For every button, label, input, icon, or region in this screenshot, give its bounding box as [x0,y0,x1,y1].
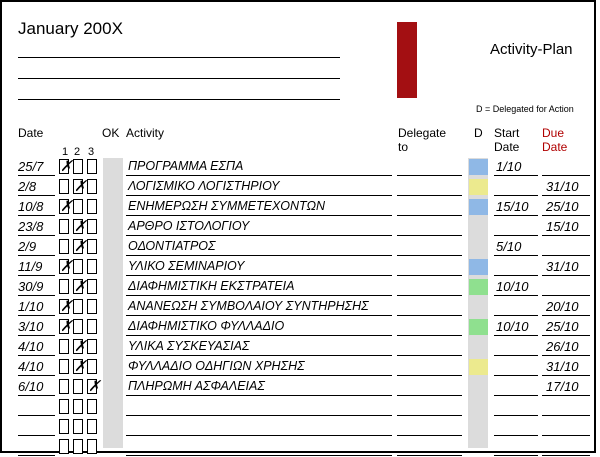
checkbox-1[interactable] [59,379,69,394]
checkbox-3[interactable] [87,279,97,294]
row-line [542,195,590,196]
row-line [18,255,55,256]
row-line [494,335,538,336]
row-line [126,375,392,376]
row-line [18,175,55,176]
row-line [542,295,590,296]
row-line [126,255,392,256]
row-due-date: 31/10 [546,179,579,194]
row-due-date: 20/10 [546,299,579,314]
red-accent-bar [397,22,417,98]
checkbox-2-mark: ✗ [74,278,87,295]
row-date: 2/8 [18,179,37,194]
delegated-marker [469,259,488,275]
row-line [542,395,590,396]
row-due-date: 26/10 [546,339,579,354]
row-line [397,275,462,276]
row-line [126,315,392,316]
checkbox-2[interactable] [73,439,83,454]
row-due-date: 31/10 [546,259,579,274]
delegated-marker [469,359,488,375]
row-line [542,275,590,276]
row-activity: ΕΝΗΜΕΡΩΣΗ ΣΥΜΜΕΤΕΧΟΝΤΩΝ [128,199,325,213]
row-date: 6/10 [18,379,44,394]
row-date: 10/8 [18,199,44,214]
checkbox-2-mark: ✗ [74,358,87,375]
row-line [18,315,55,316]
checkbox-1[interactable] [59,279,69,294]
row-activity: ΔΙΑΦΗΜΙΣΤΙΚΗ ΕΚΣΤΡΑΤΕΙΑ [128,279,295,293]
row-line [18,415,55,416]
row-start-date: 10/10 [496,279,529,294]
row-line [542,455,590,456]
row-due-date: 15/10 [546,219,579,234]
row-date: 25/7 [18,159,44,174]
checkbox-1[interactable] [59,179,69,194]
row-line [542,255,590,256]
row-line [397,295,462,296]
row-line [494,295,538,296]
row-line [494,455,538,456]
checkbox-3[interactable] [87,359,97,374]
row-line [494,395,538,396]
checkbox-2[interactable] [73,259,83,274]
checkbox-3[interactable] [87,239,97,254]
row-line [18,375,55,376]
row-line [397,375,462,376]
row-line [542,315,590,316]
row-line [494,415,538,416]
row-line [542,355,590,356]
row-activity: ΦΥΛΛΑΔΙΟ ΟΔΗΓΙΩΝ ΧΡΗΣΗΣ [128,359,305,373]
row-line [126,175,392,176]
checkbox-2[interactable] [73,399,83,414]
row-line [397,235,462,236]
row-line [397,315,462,316]
row-date: 23/8 [18,219,44,234]
row-line [126,435,392,436]
delegated-marker [469,179,488,195]
row-start-date: 10/10 [496,319,529,334]
row-due-date: 31/10 [546,359,579,374]
checkbox-3[interactable] [87,219,97,234]
checkbox-3[interactable] [87,259,97,274]
checkbox-1[interactable] [59,399,69,414]
row-date: 2/9 [18,239,37,254]
checkbox-2[interactable] [73,199,83,214]
row-due-date: 25/10 [546,199,579,214]
row-line [126,455,392,456]
legend-text: D = Delegated for Action [476,104,574,114]
row-line [18,395,55,396]
row-line [397,335,462,336]
row-line [18,275,55,276]
row-line [542,235,590,236]
row-due-date: 25/10 [546,319,579,334]
checkbox-2[interactable] [73,159,83,174]
col-delegate: Delegate to [398,126,447,154]
delegated-marker [469,159,488,175]
row-line [18,195,55,196]
row-line [126,275,392,276]
row-line [494,175,538,176]
checkbox-3[interactable] [87,339,97,354]
checkbox-3[interactable] [87,399,97,414]
row-line [18,215,55,216]
row-activity: ΛΟΓΙΣΜΙΚΟ ΛΟΓΙΣΤΗΡΙΟΥ [128,179,280,193]
note-line [18,99,340,100]
row-date: 3/10 [18,319,44,334]
row-line [18,435,55,436]
checkbox-3[interactable] [87,199,97,214]
row-line [494,255,538,256]
row-line [126,215,392,216]
checkbox-3[interactable] [87,319,97,334]
checkbox-1[interactable] [59,419,69,434]
row-date: 4/10 [18,339,44,354]
row-activity: ΔΙΑΦΗΜΙΣΤΙΚΟ ΦΥΛΛΑΔΙΟ [128,319,285,333]
col-date: Date [18,126,44,140]
checkbox-1-mark: ✗ [60,298,73,315]
row-line [494,375,538,376]
checkbox-3-mark: ✗ [88,378,101,395]
row-line [397,355,462,356]
row-line [126,355,392,356]
delegated-marker [469,279,488,295]
row-line [494,315,538,316]
col-due: Due Date [542,126,568,154]
plan-title: Activity-Plan [490,41,573,58]
checkbox-3[interactable] [87,299,97,314]
checkbox-2[interactable] [73,379,83,394]
row-start-date: 15/10 [496,199,529,214]
row-line [542,175,590,176]
row-line [397,435,462,436]
row-date: 1/10 [18,299,44,314]
col-3: 3 [88,146,95,158]
row-line [542,375,590,376]
row-line [397,455,462,456]
checkbox-3[interactable] [87,419,97,434]
checkbox-1-mark: ✗ [60,318,73,335]
row-line [397,215,462,216]
row-line [494,235,538,236]
note-line [18,78,340,79]
row-line [18,295,55,296]
row-line [397,395,462,396]
delegated-marker [469,199,488,215]
checkbox-1[interactable] [59,339,69,354]
row-activity: ΑΡΘΡΟ ΙΣΤΟΛΟΓΙΟΥ [128,219,250,233]
row-line [542,215,590,216]
row-activity: ΟΔΟΝΤΙΑΤΡΟΣ [128,239,216,253]
row-line [494,355,538,356]
row-due-date: 17/10 [546,379,579,394]
row-activity: ΠΛΗΡΩΜΗ ΑΣΦΑΛΕΙΑΣ [128,379,265,393]
checkbox-2-mark: ✗ [74,338,87,355]
checkbox-2[interactable] [73,419,83,434]
row-line [18,455,55,456]
checkbox-1[interactable] [59,219,69,234]
row-line [18,355,55,356]
row-line [126,195,392,196]
row-line [18,235,55,236]
row-line [126,235,392,236]
month-title: January 200X [18,19,123,38]
row-line [542,415,590,416]
row-start-date: 5/10 [496,239,522,254]
row-line [494,215,538,216]
row-activity: ΥΛΙΚΑ ΣΥΣΚΕΥΑΣΙΑΣ [128,339,250,353]
checkbox-1-mark: ✗ [60,158,73,175]
row-line [18,335,55,336]
col-ok: OK [102,126,120,140]
row-date: 30/9 [18,279,44,294]
row-line [494,195,538,196]
checkbox-2[interactable] [73,319,83,334]
row-line [126,395,392,396]
checkbox-2-mark: ✗ [74,218,87,235]
col-1: 1 [62,146,69,158]
row-activity: ΠΡΟΓΡΑΜΜΑ ΕΣΠΑ [128,159,244,173]
col-start: Start Date [494,126,520,154]
ok-column [103,158,123,448]
row-start-date: 1/10 [496,159,522,174]
col-d: D [474,126,483,140]
row-line [126,415,392,416]
checkbox-3[interactable] [87,159,97,174]
checkbox-2-mark: ✗ [74,238,87,255]
row-line [126,295,392,296]
row-line [397,415,462,416]
row-date: 4/10 [18,359,44,374]
checkbox-1[interactable] [59,239,69,254]
checkbox-1-mark: ✗ [60,258,73,275]
checkbox-2[interactable] [73,299,83,314]
delegated-marker [469,319,488,335]
checkbox-1-mark: ✗ [60,198,73,215]
row-line [542,435,590,436]
col-2: 2 [74,146,81,158]
col-activity: Activity [126,126,165,140]
checkbox-3[interactable] [87,179,97,194]
note-line [18,57,340,58]
checkbox-1[interactable] [59,439,69,454]
row-activity: ΑΝΑΝΕΩΣΗ ΣΥΜΒΟΛΑΙΟΥ ΣΥΝΤΗΡΗΣΗΣ [128,299,369,313]
row-activity: ΥΛΙΚΟ ΣΕΜΙΝΑΡΙΟΥ [128,259,245,273]
row-date: 11/9 [18,259,43,274]
row-line [494,275,538,276]
row-line [397,175,462,176]
row-line [494,435,538,436]
checkbox-3[interactable] [87,439,97,454]
checkbox-2-mark: ✗ [74,178,87,195]
checkbox-1[interactable] [59,359,69,374]
row-line [542,335,590,336]
row-line [126,335,392,336]
row-line [397,255,462,256]
row-line [397,195,462,196]
